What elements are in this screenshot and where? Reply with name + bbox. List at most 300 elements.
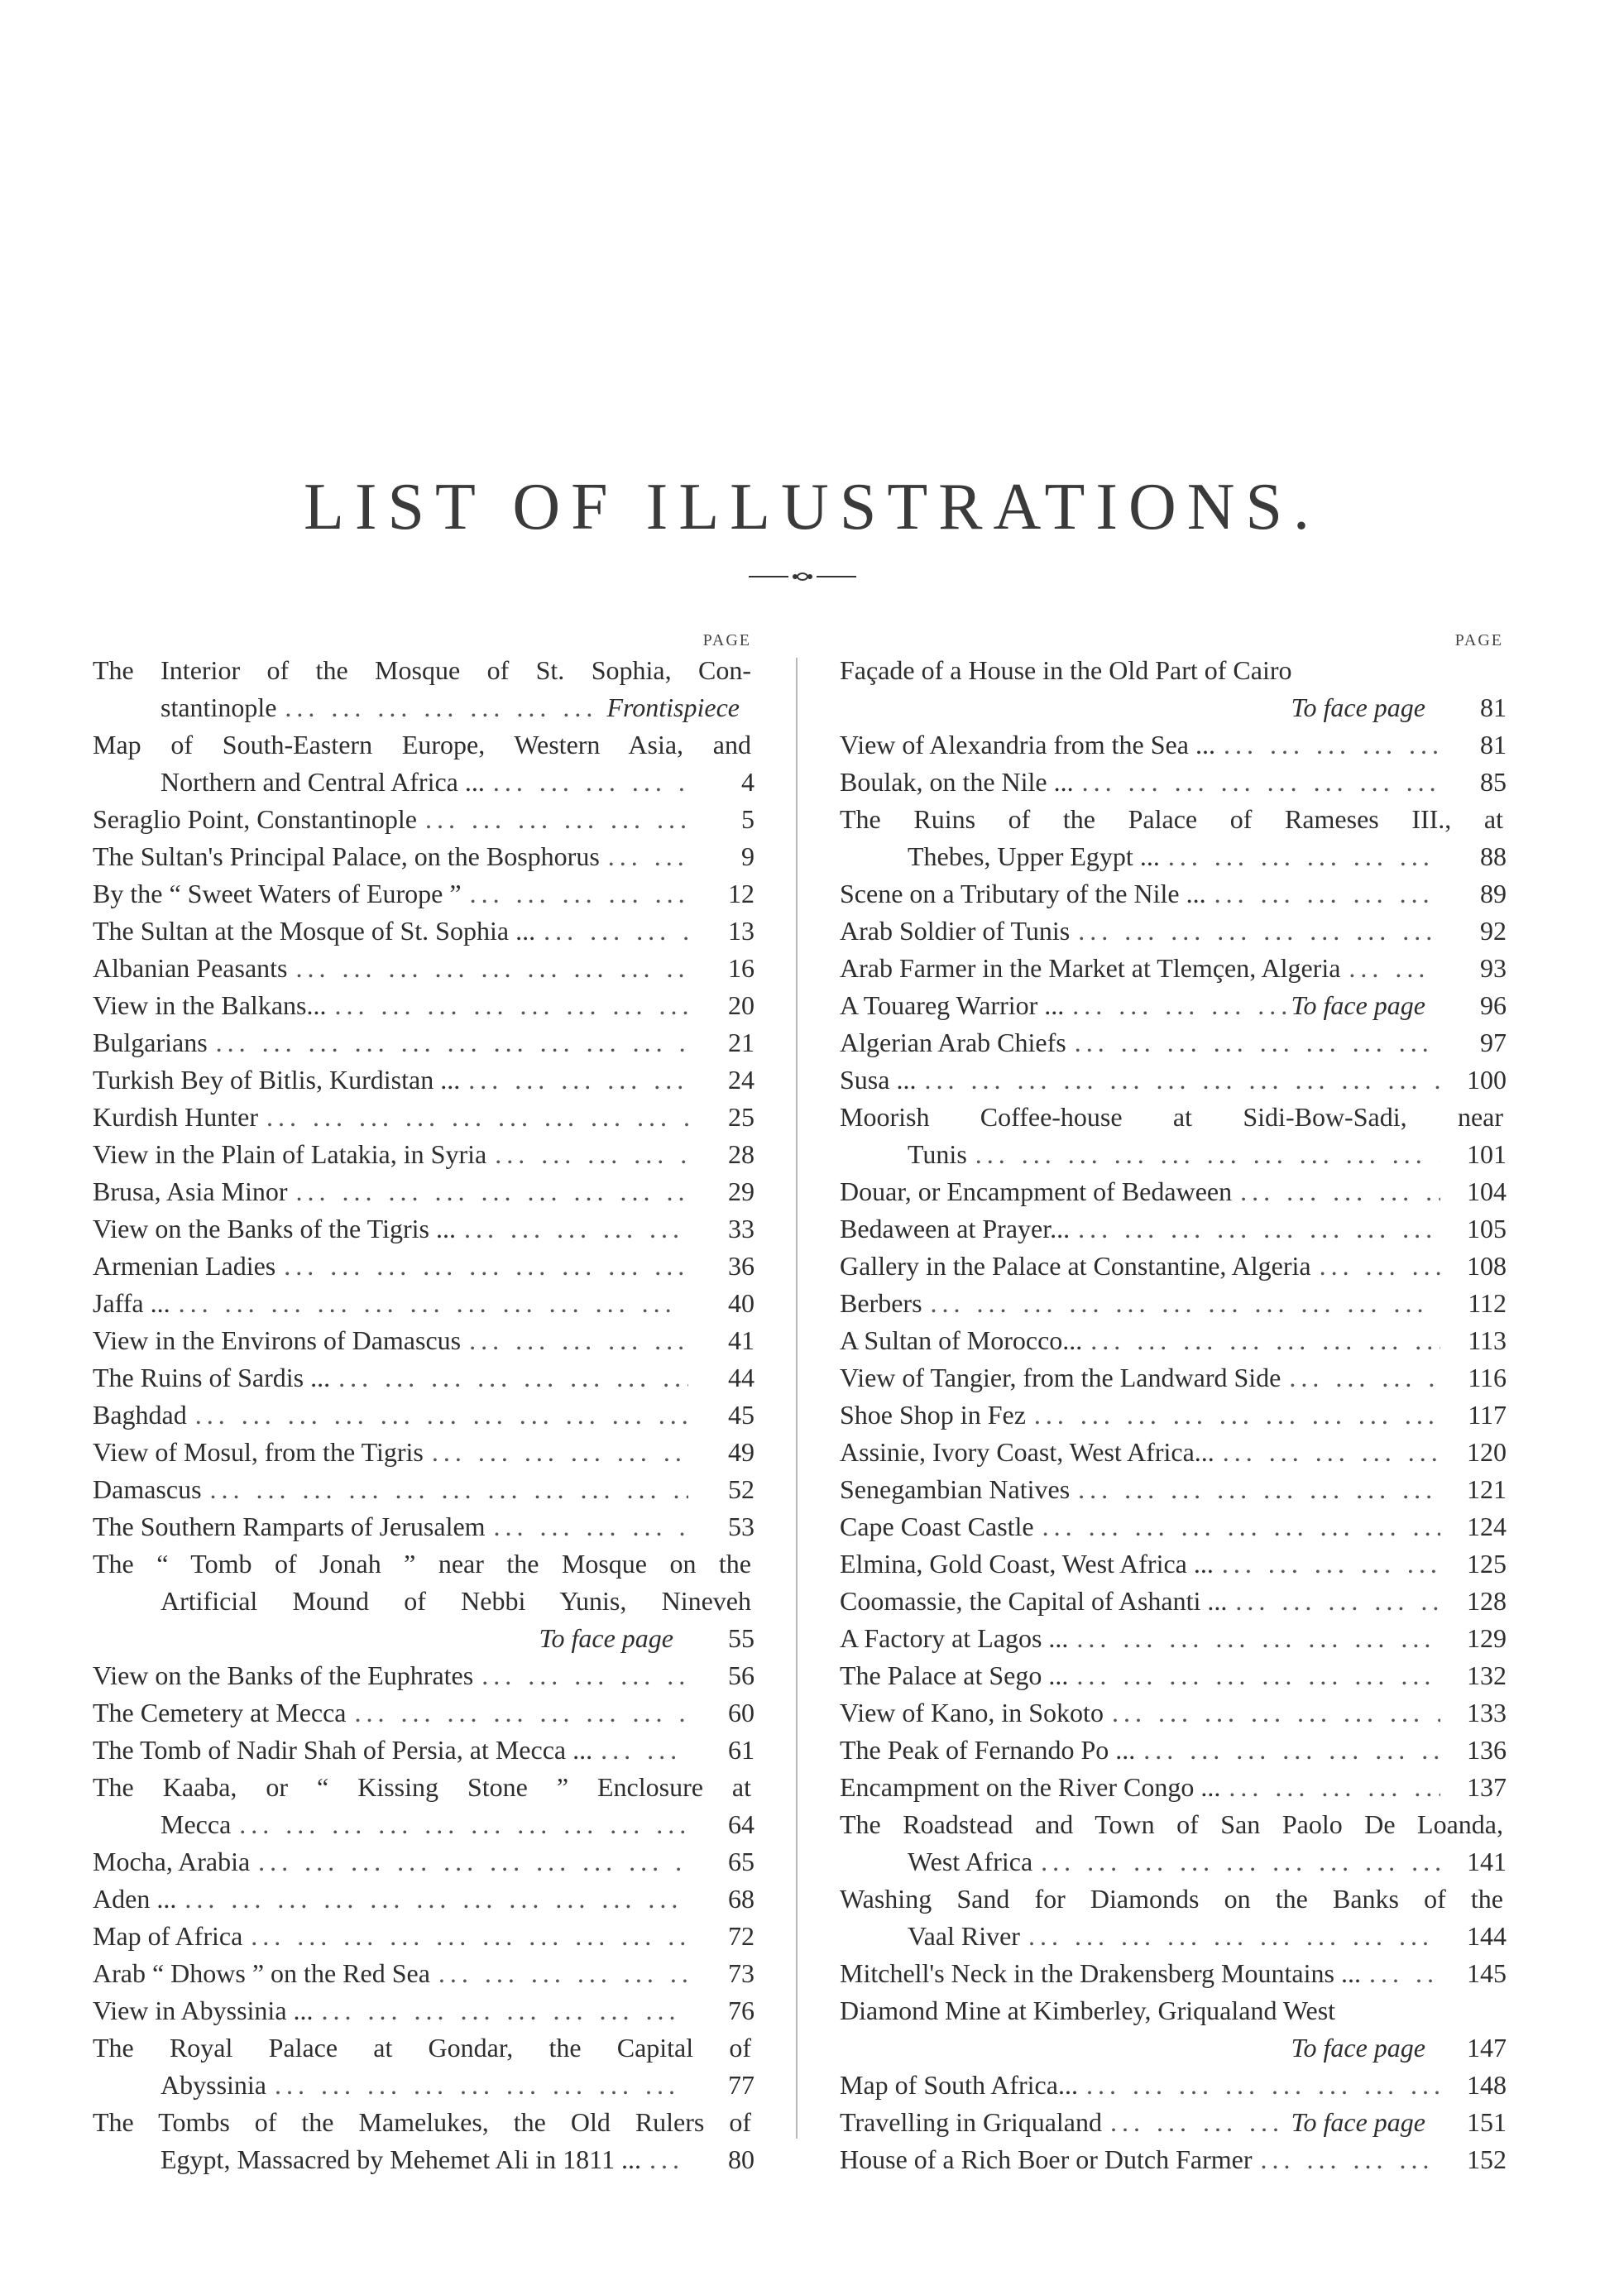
list-item: [840, 764, 1507, 801]
entry-line: [840, 1694, 1507, 1732]
entry-line: [840, 1881, 1507, 1918]
leader-dots: [486, 1136, 688, 1173]
to-face-page: To face page: [1291, 2033, 1425, 2063]
entry-line: [840, 1434, 1507, 1471]
entry-line: [840, 652, 1507, 689]
page-number: 92: [1480, 916, 1507, 946]
entry-title: Brusa, Asia Minor: [93, 1176, 288, 1206]
entry-line: [840, 726, 1507, 764]
page-number: 40: [728, 1288, 755, 1318]
list-item: [93, 1657, 755, 1694]
page-number: 73: [728, 1958, 755, 1988]
entry-line: [840, 1583, 1507, 1620]
entry-line: [840, 1061, 1507, 1099]
leader-dots: [461, 1322, 688, 1359]
list-item: [93, 801, 755, 838]
list-item: [840, 1806, 1507, 1881]
leader-dots: [417, 801, 688, 838]
page-number: 100: [1467, 1065, 1507, 1095]
entry-line: [93, 913, 755, 950]
leader-dots: [242, 1918, 688, 1955]
list-item: [840, 2104, 1507, 2141]
leader-dots: [275, 1248, 688, 1285]
leader-dots: [1068, 1657, 1440, 1694]
entry-title: View in the Balkans...: [93, 990, 327, 1020]
entry-line: [840, 987, 1507, 1024]
list-item: [840, 1583, 1507, 1620]
list-item: [840, 1322, 1507, 1359]
list-item: [840, 875, 1507, 913]
entry-title: View of Alexandria from the Sea ...: [840, 730, 1215, 759]
list-item: [93, 1099, 755, 1136]
page-number: 80: [728, 2144, 755, 2174]
leader-dots: [1032, 1843, 1440, 1881]
list-item: [840, 1210, 1507, 1248]
leader-dots: [1082, 1322, 1440, 1359]
list-item: [93, 1769, 755, 1843]
leader-dots: [1074, 764, 1440, 801]
page-number: 36: [728, 1251, 755, 1281]
list-item: [93, 1210, 755, 1248]
entry-line: [93, 1583, 755, 1620]
entry-line: [93, 950, 755, 987]
entry-line: [93, 1434, 755, 1471]
entry-line: [840, 875, 1507, 913]
page-number: 64: [728, 1809, 755, 1839]
leader-dots: [922, 1285, 1440, 1322]
leader-dots: [1206, 875, 1440, 913]
list-item: [93, 726, 755, 801]
entry-title: Turkish Bey of Bitlis, Kurdistan ...: [93, 1065, 461, 1095]
list-item: [93, 1881, 755, 1918]
to-face-page: To face page: [1291, 990, 1425, 1020]
entry-title: View in the Plain of Latakia, in Syria: [93, 1139, 487, 1169]
leader-dots: [473, 1657, 688, 1694]
list-item: [840, 1545, 1507, 1583]
page-number: 124: [1467, 1512, 1507, 1541]
leader-dots: [430, 1955, 688, 1992]
leader-dots: [1070, 1471, 1440, 1508]
entry-title: Baghdad: [93, 1400, 187, 1430]
entry-line: [840, 1248, 1507, 1285]
entry-line: [93, 2141, 755, 2178]
leader-dots: [1102, 2104, 1291, 2141]
page-number: 85: [1480, 767, 1507, 797]
entry-title: The Sultan's Principal Palace, on the Bosphorus: [93, 841, 600, 871]
leader-dots: [202, 1471, 688, 1508]
list-item: [93, 1285, 755, 1322]
entry-line: [840, 1918, 1507, 1955]
entry-title: Elmina, Gold Coast, West Africa ...: [840, 1549, 1214, 1579]
right-column: [840, 629, 1507, 2178]
leader-dots: [1220, 1769, 1440, 1806]
list-item: [93, 1992, 755, 2029]
page-number: 104: [1467, 1176, 1507, 1206]
leader-dots: [1070, 1210, 1440, 1248]
page-number: 81: [1480, 692, 1507, 722]
list-item: [93, 1955, 755, 1992]
page-number: 76: [728, 1996, 755, 2025]
illustrations-list-right: [840, 652, 1507, 2178]
entry-line: [840, 2141, 1507, 2178]
list-item: [93, 652, 755, 726]
entry-title: West Africa: [908, 1847, 1033, 1876]
entry-title: Albanian Peasants: [93, 953, 288, 983]
entry-title: Arab Soldier of Tunis: [840, 916, 1071, 946]
entry-line: [840, 1210, 1507, 1248]
entry-line: [93, 2067, 755, 2104]
list-item: [840, 1694, 1507, 1732]
page-number: 152: [1467, 2144, 1507, 2174]
entry-line: [93, 1061, 755, 1099]
entry-title: Tunis: [908, 1139, 967, 1169]
leader-dots: [1026, 1397, 1440, 1434]
list-item: [93, 1024, 755, 1061]
entry-line: [840, 1992, 1507, 2029]
entry-title: Northern and Central Africa ...: [160, 767, 485, 797]
leader-dots: [1104, 1694, 1440, 1732]
entry-line: [840, 1285, 1507, 1322]
entry-line: [840, 1024, 1507, 1061]
leader-dots: [276, 689, 606, 726]
leader-dots: [314, 1992, 688, 2029]
entry-title: The Peak of Fernando Po ...: [840, 1735, 1136, 1765]
page-number: 49: [728, 1437, 755, 1467]
entry-title: Seraglio Point, Constantinople: [93, 804, 417, 834]
entry-title: Douar, or Encampment of Bedaween: [840, 1176, 1233, 1206]
entry-title: Mocha, Arabia: [93, 1847, 251, 1876]
entry-line: [93, 1657, 755, 1694]
entry-title: View on the Banks of the Tigris ...: [93, 1214, 456, 1243]
entry-title: House of a Rich Boer or Dutch Farmer: [840, 2144, 1253, 2174]
entry-title: Thebes, Upper Egypt ...: [908, 841, 1160, 871]
page-number: 125: [1467, 1549, 1507, 1579]
entry-title: Abyssinia: [160, 2070, 266, 2100]
list-item: [840, 1471, 1507, 1508]
list-item: [93, 1508, 755, 1545]
leader-dots: [967, 1136, 1440, 1173]
entry-title: Jaffa ...: [93, 1288, 170, 1318]
leader-dots: [250, 1843, 688, 1881]
entry-title: Map of South Africa...: [840, 2070, 1078, 2100]
entry-title: Mecca: [160, 1809, 232, 1839]
entry-line: [840, 1843, 1507, 1881]
entry-line: [93, 875, 755, 913]
leader-dots: [330, 1359, 688, 1397]
page-number: 53: [728, 1512, 755, 1541]
leader-dots: [462, 875, 688, 913]
page-number: 141: [1467, 1847, 1507, 1876]
page-number: 101: [1467, 1139, 1507, 1169]
column-divider: [796, 658, 798, 2139]
page-number: 5: [741, 804, 755, 834]
list-item: [93, 1359, 755, 1397]
leader-dots: [1227, 1583, 1440, 1620]
list-item: [840, 1620, 1507, 1657]
entry-line: [93, 1136, 755, 1173]
entry-title: Map of South-Eastern Europe, Western Asia, and: [93, 730, 751, 759]
leader-dots: [231, 1806, 688, 1843]
page-title: LIST OF ILLUSTRATIONS.: [303, 471, 1320, 544]
list-item: [840, 1024, 1507, 1061]
list-item: [93, 1843, 755, 1881]
leader-dots: [1160, 838, 1440, 875]
leader-dots: [187, 1397, 688, 1434]
entry-title: Coomassie, the Capital of Ashanti ...: [840, 1586, 1228, 1616]
page-number: 56: [728, 1660, 755, 1690]
entry-line: [840, 801, 1507, 838]
leader-dots: [460, 1061, 688, 1099]
leader-dots: [485, 764, 688, 801]
entry-title: Senegambian Natives: [840, 1474, 1071, 1504]
list-item: [840, 2141, 1507, 2178]
leader-dots: [1078, 2067, 1440, 2104]
entry-title: By the “ Sweet Waters of Europe ”: [93, 879, 462, 908]
page-number: 45: [728, 1400, 755, 1430]
entry-title: The Kaaba, or “ Kissing Stone ” Enclosure at: [93, 1772, 751, 1802]
page-number: 12: [728, 879, 755, 908]
entry-line: [93, 1843, 755, 1881]
entry-line: [93, 1359, 755, 1397]
entry-line: [93, 1322, 755, 1359]
page-number: 21: [728, 1028, 755, 1057]
page-number: 41: [728, 1325, 755, 1355]
page-number: 136: [1467, 1735, 1507, 1765]
page-number: 44: [728, 1363, 755, 1392]
page-number: 113: [1468, 1325, 1507, 1355]
page-number: 25: [728, 1102, 755, 1132]
entry-title: The Ruins of the Palace of Rameses III., at: [840, 804, 1503, 834]
leader-dots: [1020, 1918, 1440, 1955]
entry-title: Egypt, Massacred by Mehemet Ali in 1811 ...: [160, 2144, 641, 2174]
entry-title: View in Abyssinia ...: [93, 1996, 314, 2025]
entry-line: [840, 2067, 1507, 2104]
page-number: 29: [728, 1176, 755, 1206]
list-item: [840, 1061, 1507, 1099]
entry-line: [93, 1620, 755, 1657]
leader-dots: [1311, 1248, 1440, 1285]
entry-title: stantinople: [160, 692, 277, 722]
entry-title: Gallery in the Palace at Constantine, Algeria: [840, 1251, 1311, 1281]
leader-dots: [1064, 987, 1291, 1024]
entry-line: [840, 950, 1507, 987]
list-item: [840, 987, 1507, 1024]
entry-title: Façade of a House in the Old Part of Cairo: [840, 655, 1292, 685]
list-item: [840, 1359, 1507, 1397]
entry-line: [840, 689, 1507, 726]
entry-line: [93, 1210, 755, 1248]
entry-title: Damascus: [93, 1474, 202, 1504]
entry-title: View on the Banks of the Euphrates: [93, 1660, 474, 1690]
entry-title: The Palace at Sego ...: [840, 1660, 1069, 1690]
entry-title: Travelling in Griqualand: [840, 2107, 1102, 2137]
entry-line: [93, 1248, 755, 1285]
leader-dots: [486, 1508, 688, 1545]
entry-title: The Cemetery at Mecca: [93, 1698, 347, 1727]
page-number: 144: [1467, 1921, 1507, 1951]
entry-title: Encampment on the River Congo ...: [840, 1772, 1221, 1802]
list-item: [840, 1508, 1507, 1545]
leader-dots: [258, 1099, 688, 1136]
list-item: [840, 1173, 1507, 1210]
entry-title: Boulak, on the Nile ...: [840, 767, 1074, 797]
list-item: [93, 913, 755, 950]
page-number: 4: [741, 767, 755, 797]
entry-line: [840, 1620, 1507, 1657]
to-face-page: To face page: [1291, 2107, 1425, 2137]
page-column-label: PAGE: [702, 631, 751, 649]
leader-dots: [641, 2141, 688, 2178]
page-number: 105: [1467, 1214, 1507, 1243]
entry-title: View of Mosul, from the Tigris: [93, 1437, 424, 1467]
list-item: [840, 652, 1507, 726]
leader-dots: [1135, 1732, 1440, 1769]
leader-dots: [456, 1210, 688, 1248]
entry-line: [840, 1397, 1507, 1434]
list-item: [840, 801, 1507, 875]
entry-line: [93, 1173, 755, 1210]
leader-dots: [170, 1285, 688, 1322]
entry-line: [93, 1806, 755, 1843]
list-item: [840, 950, 1507, 987]
entry-line: [93, 764, 755, 801]
leader-dots: [600, 838, 688, 875]
entry-title: Mitchell's Neck in the Drakensberg Mountains ...: [840, 1958, 1361, 1988]
entry-line: [840, 2029, 1507, 2067]
entry-line: [840, 2104, 1507, 2141]
entry-title: Cape Coast Castle: [840, 1512, 1034, 1541]
list-item: [93, 1248, 755, 1285]
entry-line: [93, 1992, 755, 2029]
list-item: [840, 1285, 1507, 1322]
leader-dots: [1232, 1173, 1440, 1210]
entry-line: [93, 1955, 755, 1992]
page-number: 112: [1468, 1288, 1507, 1318]
leader-dots: [288, 950, 689, 987]
entry-title: A Touareg Warrior ...: [840, 990, 1065, 1020]
entry-line: [840, 1508, 1507, 1545]
entry-title: The Roadstead and Town of San Paolo De Loanda,: [840, 1809, 1503, 1839]
entry-title: Shoe Shop in Fez: [840, 1400, 1026, 1430]
ornament-divider: [749, 571, 856, 582]
list-item: [840, 1769, 1507, 1806]
page-number: 147: [1467, 2033, 1507, 2063]
page-number: 55: [728, 1623, 755, 1653]
entry-title: The Sultan at the Mosque of St. Sophia ...: [93, 916, 536, 946]
list-item: [93, 1397, 755, 1434]
entry-line: [93, 1024, 755, 1061]
entry-title: The “ Tomb of Jonah ” near the Mosque on the: [93, 1549, 751, 1579]
entry-line: [93, 1397, 755, 1434]
entry-line: [93, 2029, 755, 2067]
list-item: [93, 1918, 755, 1955]
entry-title: Algerian Arab Chiefs: [840, 1028, 1066, 1057]
page-number: 96: [1480, 990, 1507, 1020]
entry-title: Aden ...: [93, 1884, 177, 1914]
entry-title: Scene on a Tributary of the Nile ...: [840, 879, 1206, 908]
page-number: 117: [1468, 1400, 1507, 1430]
entry-line: [840, 1471, 1507, 1508]
entry-line: [93, 1545, 755, 1583]
entry-line: [840, 1322, 1507, 1359]
entry-title: Kurdish Hunter: [93, 1102, 258, 1132]
entry-title: Armenian Ladies: [93, 1251, 276, 1281]
entry-line: [93, 1732, 755, 1769]
entry-title: Arab “ Dhows ” on the Red Sea: [93, 1958, 430, 1988]
page-number: 132: [1467, 1660, 1507, 1690]
entry-title: The Southern Ramparts of Jerusalem: [93, 1512, 486, 1541]
leader-dots: [592, 1732, 688, 1769]
page-number: 20: [728, 990, 755, 1020]
entry-line: [840, 1657, 1507, 1694]
entry-line: [93, 801, 755, 838]
list-item: [93, 2104, 755, 2178]
leader-dots: [1066, 1024, 1440, 1061]
entry-line: [840, 1173, 1507, 1210]
entry-line: [840, 1359, 1507, 1397]
list-item: [840, 913, 1507, 950]
entry-line: [840, 1769, 1507, 1806]
page-number: 128: [1467, 1586, 1507, 1616]
entry-line: [93, 1471, 755, 1508]
entry-title: A Sultan of Morocco...: [840, 1325, 1083, 1355]
page-number: 121: [1467, 1474, 1507, 1504]
entry-title: View in the Environs of Damascus: [93, 1325, 462, 1355]
list-item: [93, 1471, 755, 1508]
entry-line: [93, 1918, 755, 1955]
leader-dots: [208, 1024, 688, 1061]
list-item: [93, 1173, 755, 1210]
list-item: [93, 1732, 755, 1769]
page-number: 16: [728, 953, 755, 983]
leader-dots: [288, 1173, 688, 1210]
page-column-label: PAGE: [1454, 631, 1503, 649]
list-item: [840, 2067, 1507, 2104]
entry-line: [93, 987, 755, 1024]
entry-line: [93, 1508, 755, 1545]
leader-dots: [1215, 726, 1440, 764]
list-item: [93, 1434, 755, 1471]
page-number: 133: [1467, 1698, 1507, 1727]
list-item: [840, 1397, 1507, 1434]
leader-dots: [1034, 1508, 1440, 1545]
leader-dots: [1070, 913, 1440, 950]
list-item: [840, 1732, 1507, 1769]
list-item: [93, 1322, 755, 1359]
leader-dots: [1068, 1620, 1440, 1657]
page-number: 120: [1467, 1437, 1507, 1467]
entry-line: [840, 1806, 1507, 1843]
list-item: [93, 1061, 755, 1099]
leader-dots: [176, 1881, 688, 1918]
list-item: [93, 1694, 755, 1732]
entry-line: [93, 726, 755, 764]
leader-dots: [424, 1434, 688, 1471]
leader-dots: [347, 1694, 689, 1732]
to-face-page: To face page: [1291, 692, 1425, 722]
to-face-page: To face page: [539, 1623, 673, 1653]
entry-title: View of Kano, in Sokoto: [840, 1698, 1104, 1727]
list-item: [93, 950, 755, 987]
leader-dots: [535, 913, 688, 950]
entry-line: [840, 764, 1507, 801]
entry-title: The Tomb of Nadir Shah of Persia, at Mecca ...: [93, 1735, 593, 1765]
list-item: [840, 1955, 1507, 1992]
page-number: 28: [728, 1139, 755, 1169]
entry-title: Artificial Mound of Nebbi Yunis, Nineveh: [160, 1586, 751, 1616]
entry-line: [840, 913, 1507, 950]
entry-title: Arab Farmer in the Market at Tlemçen, Algeria: [840, 953, 1341, 983]
